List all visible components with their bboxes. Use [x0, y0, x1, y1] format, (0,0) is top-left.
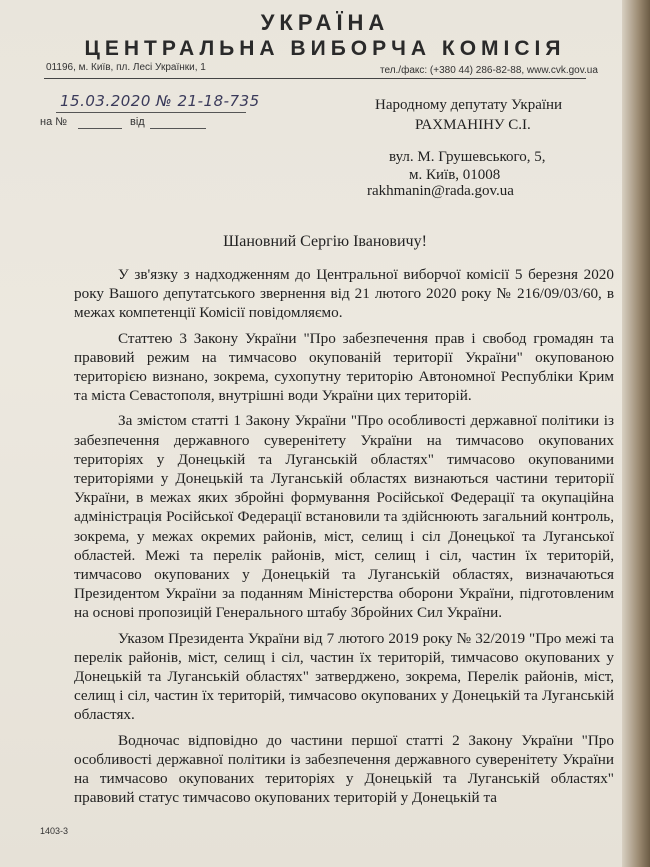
recipient-city: м. Київ, 01008 [409, 167, 501, 183]
header-divider [44, 78, 586, 79]
recipient-street: вул. М. Грушевського, 5, [389, 149, 546, 165]
registration-number: 15.03.2020 № 21-18-735 [60, 92, 260, 110]
registration-underline [56, 112, 246, 113]
paragraph: У зв'язку з надходженням до Центральної виборчої комісії 5 березня 2020 року Вашого депутатського звернення від 21 лютого 2020 року № 216/09/03/60, в межах компетенції Комісії повідомляємо. [74, 266, 614, 322]
recipient-title: Народному депутату України [375, 97, 563, 113]
reply-date-label: від [130, 116, 145, 128]
header-commission: ЦЕНТРАЛЬНА ВИБОРЧА КОМІСІЯ [84, 37, 566, 60]
background-surface [622, 0, 650, 867]
form-code: 1403-3 [40, 826, 69, 836]
header-country: УКРАЇНА [260, 10, 390, 35]
paragraph: Водночас відповідно до частини першої статті 2 Закону України "Про особливості державної політики із забезпечення державного суверенітету України на тимчасово окупованих територіях у Донецькій та Луганській областях" правовий статус тимчасово окупованих територій у Донецькій та [74, 731, 614, 807]
header-address: 01196, м. Київ, пл. Лесі Українки, 1 [46, 62, 206, 73]
reply-number-line [78, 128, 122, 129]
reply-to-label: на № [40, 116, 68, 128]
paragraph: Статтею 3 Закону України "Про забезпечення прав і свобод громадян та правовий режим на тимчасово окупованій території України" окупованою територією визнано, зокрема, сухопутну територію Автономної Республіки Крим та міста Севастополя, внутрішні води України цих територій. [74, 329, 614, 405]
recipient-name: РАХМАНІНУ С.І. [415, 117, 531, 133]
letter-body [74, 265, 614, 813]
reply-date-line [150, 128, 206, 129]
recipient-email: rakhmanin@rada.gov.ua [367, 183, 514, 199]
salutation: Шановний Сергію Івановичу! [223, 233, 427, 250]
header-contacts: тел./факс: (+380 44) 286-82-88, www.cvk.gov.ua [380, 65, 598, 76]
paragraph: За змістом статті 1 Закону України "Про особливості державної політики із забезпечення державного суверенітету України на тимчасово окупованих територіях у Донецькій та Луганській областях" тимчасово окупованими територіями у Донецькій та Луганській областях визнаються частини території України, в межах яких збройні формування Російської Федерації та окупаційна адміністрація Російської Федерації встановили та здійснюють загальний контроль, зокрема, у межах окремих районів, міст, селищ і сіл Донецької та Луганської областей. Межі та перелік районів, міст, селищ і сіл, частин їх територій, тимчасово окупованих у Донецькій та Луганській областях, визначаються Президентом України за поданням Міністерства оборони України, підготовленим на основі пропозицій Генерального штабу Збройних Сил України. [74, 412, 614, 622]
paragraph: Указом Президента України від 7 лютого 2019 року № 32/2019 "Про межі та перелік районів, міст, селищ і сіл, частин їх територій, тимчасово окупованих у Донецькій та Луганській областях" затверджено, зокрема, Перелік районів, міст, селищ і сіл, частин їх територій, тимчасово окупованих у Донецькій та Луганській областях. [74, 629, 614, 724]
